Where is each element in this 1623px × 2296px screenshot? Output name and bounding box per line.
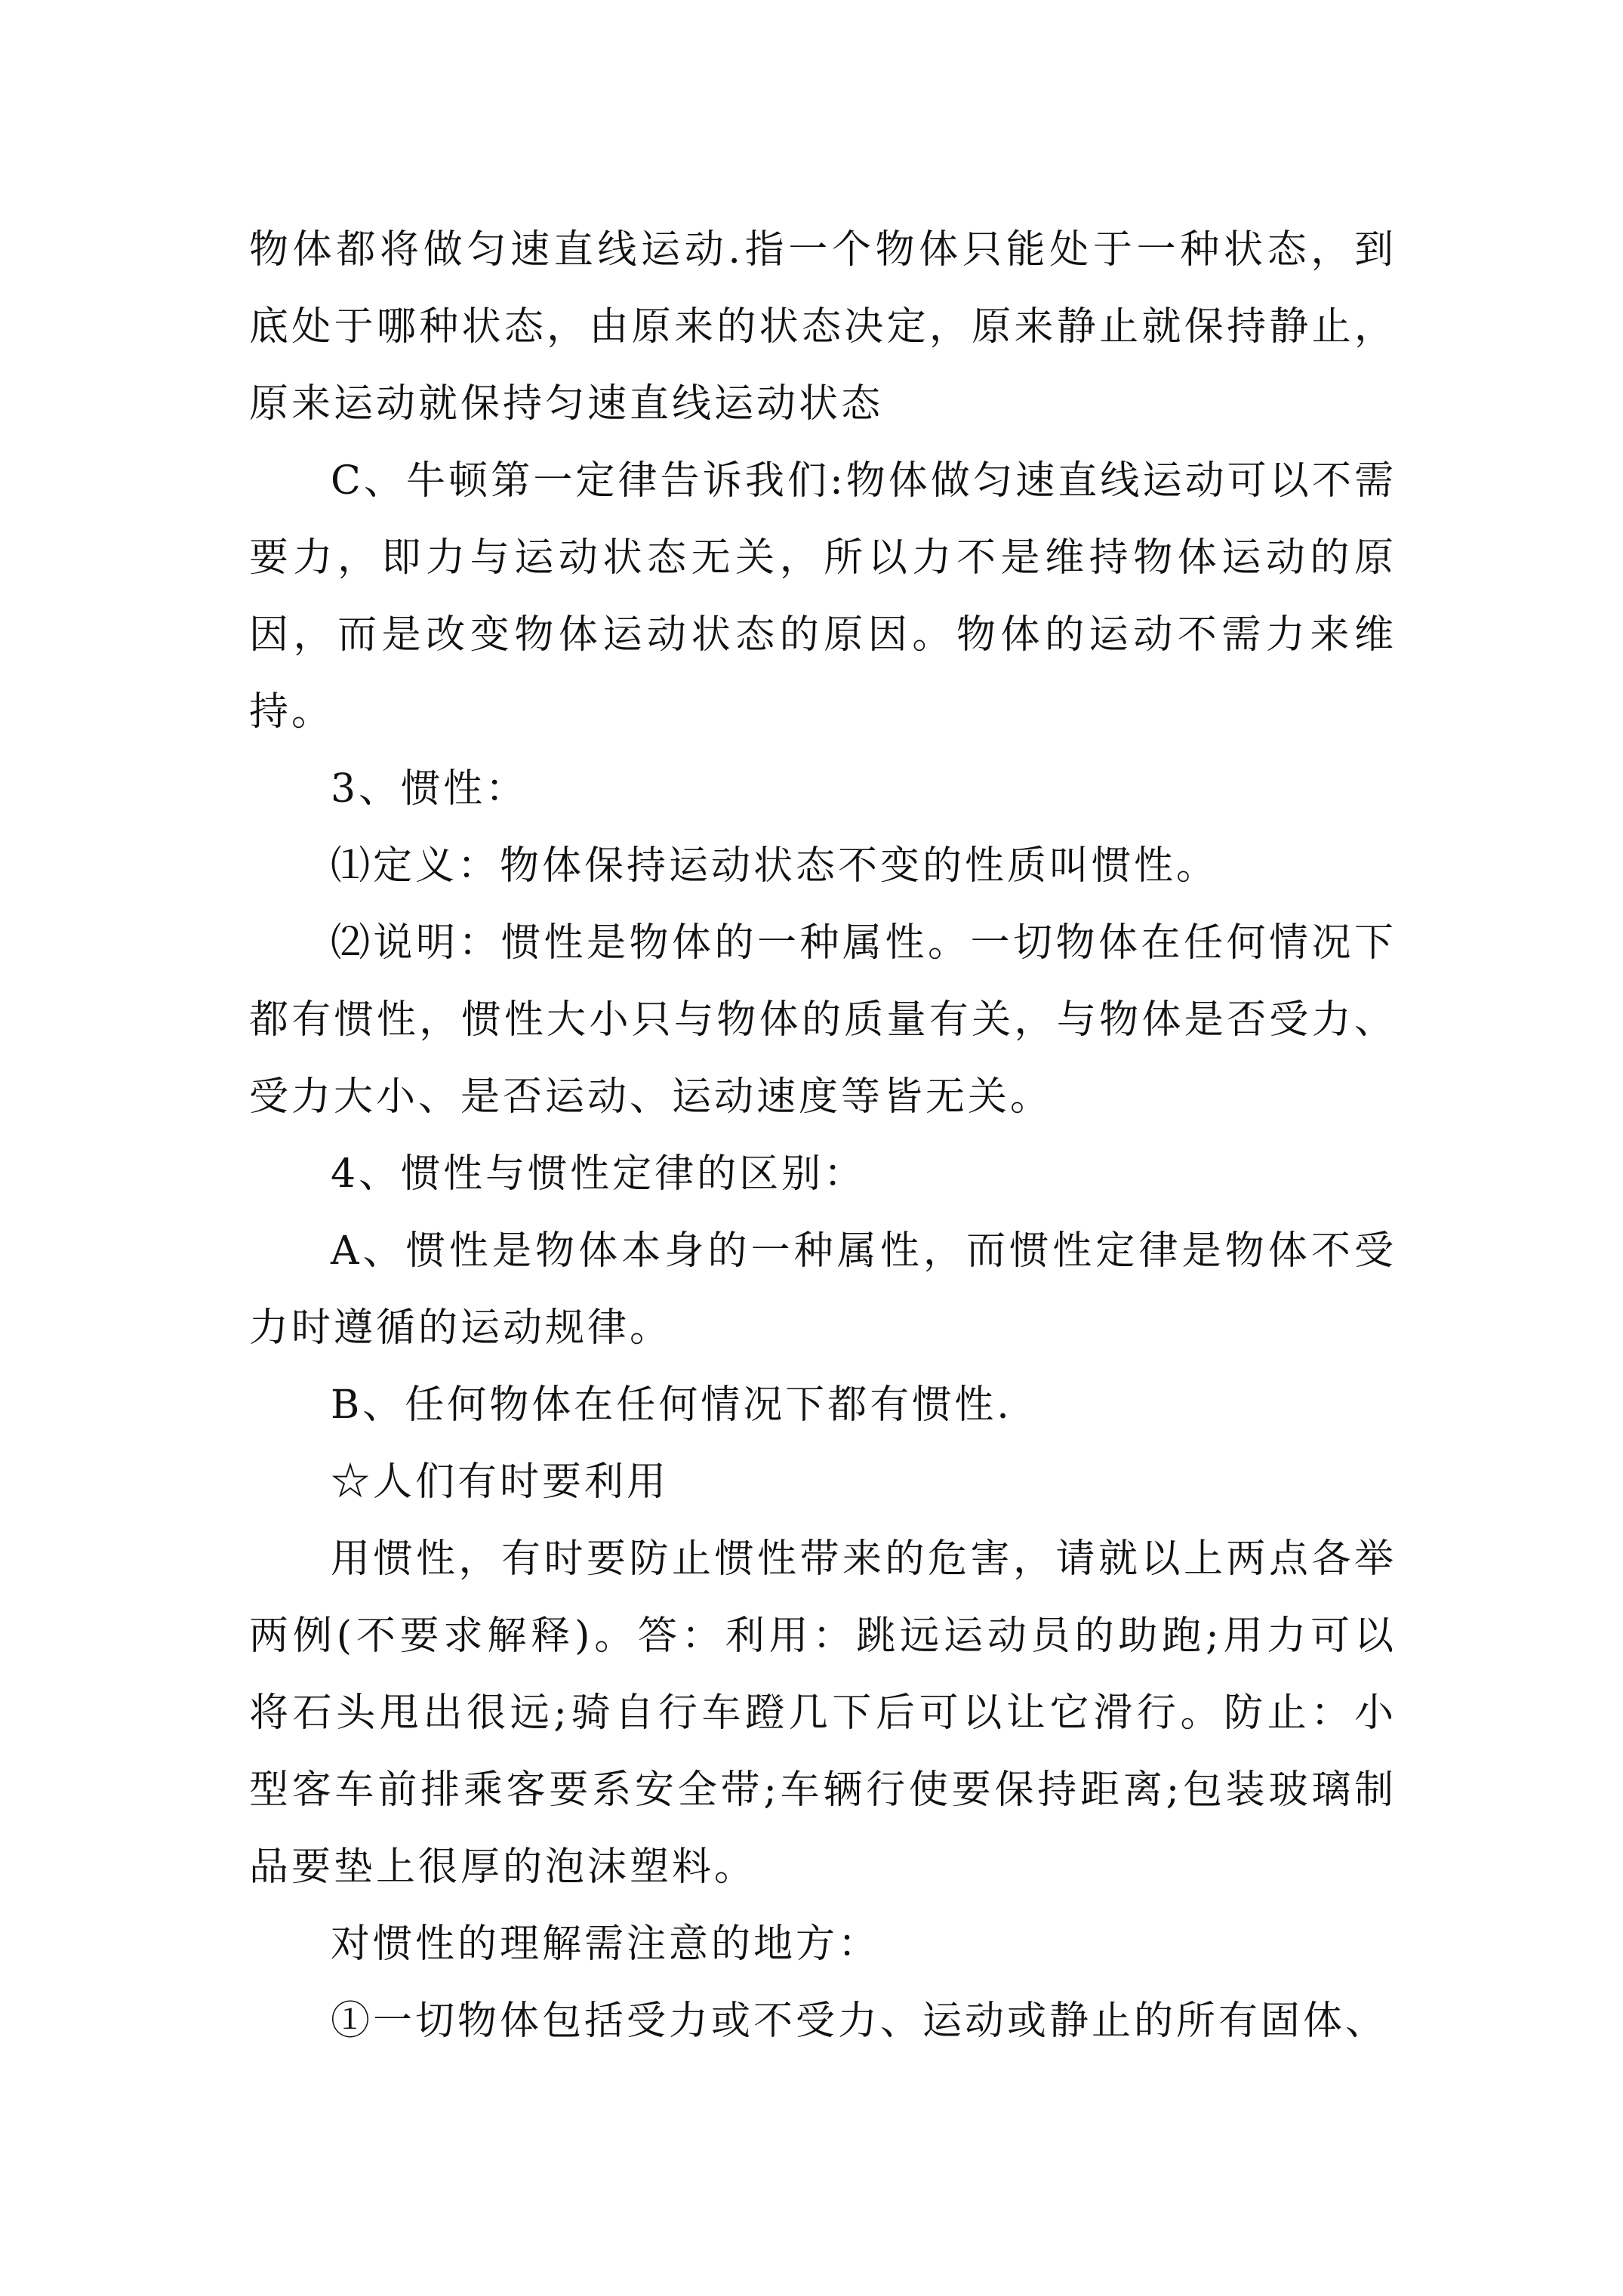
document-body (249, 211, 1397, 2060)
paragraph-9: ☆人们有时要利用 (331, 1459, 670, 1505)
paragraph-4: ⑴定义：物体保持运动状态不变的性质叫惯性。 (331, 843, 1219, 889)
paragraph-6: 4、惯性与惯性定律的区别： (331, 1151, 867, 1197)
paragraph-1: 物体都将做匀速直线运动.指一个物体只能处于一种状态，到底处于哪种状态，由原来的状态决定，原来静止就保持静止，原来运动就保持匀速直线运动状态 (249, 227, 1397, 427)
paragraph-8: B、任何物体在任何情况下都有惯性. (331, 1382, 1012, 1428)
paragraph-7: A、惯性是物体本身的一种属性，而惯性定律是物体不受力时遵循的运动规律。 (249, 1228, 1397, 1351)
paragraph-5: ⑵说明：惯性是物体的一种属性。一切物体在任何情况下都有惯性，惯性大小只与物体的质量有关，与物体是否受力、受力大小、是否运动、运动速度等皆无关。 (249, 920, 1397, 1120)
paragraph-2: C、牛顿第一定律告诉我们:物体做匀速直线运动可以不需要力，即力与运动状态无关，所以力不是维持物体运动的原因，而是改变物体运动状态的原因。物体的运动不需力来维持。 (249, 458, 1397, 735)
paragraph-11: 对惯性的理解需注意的地方： (331, 1922, 881, 1967)
paragraph-3: 3、惯性： (331, 766, 528, 812)
paragraph-10: 用惯性，有时要防止惯性带来的危害，请就以上两点各举两例(不要求解释)。答：利用：跳远运动员的助跑;用力可以将石头甩出很远;骑自行车蹬几下后可以让它滑行。防止：小型客车前排乘客要系安全带;车辆行使要保持距离;包装玻璃制品要垫上很厚的泡沫塑料。 (249, 1536, 1397, 1890)
paragraph-12: ①一切物体包括受力或不受力、运动或静止的所有固体、 (331, 1999, 1388, 2044)
